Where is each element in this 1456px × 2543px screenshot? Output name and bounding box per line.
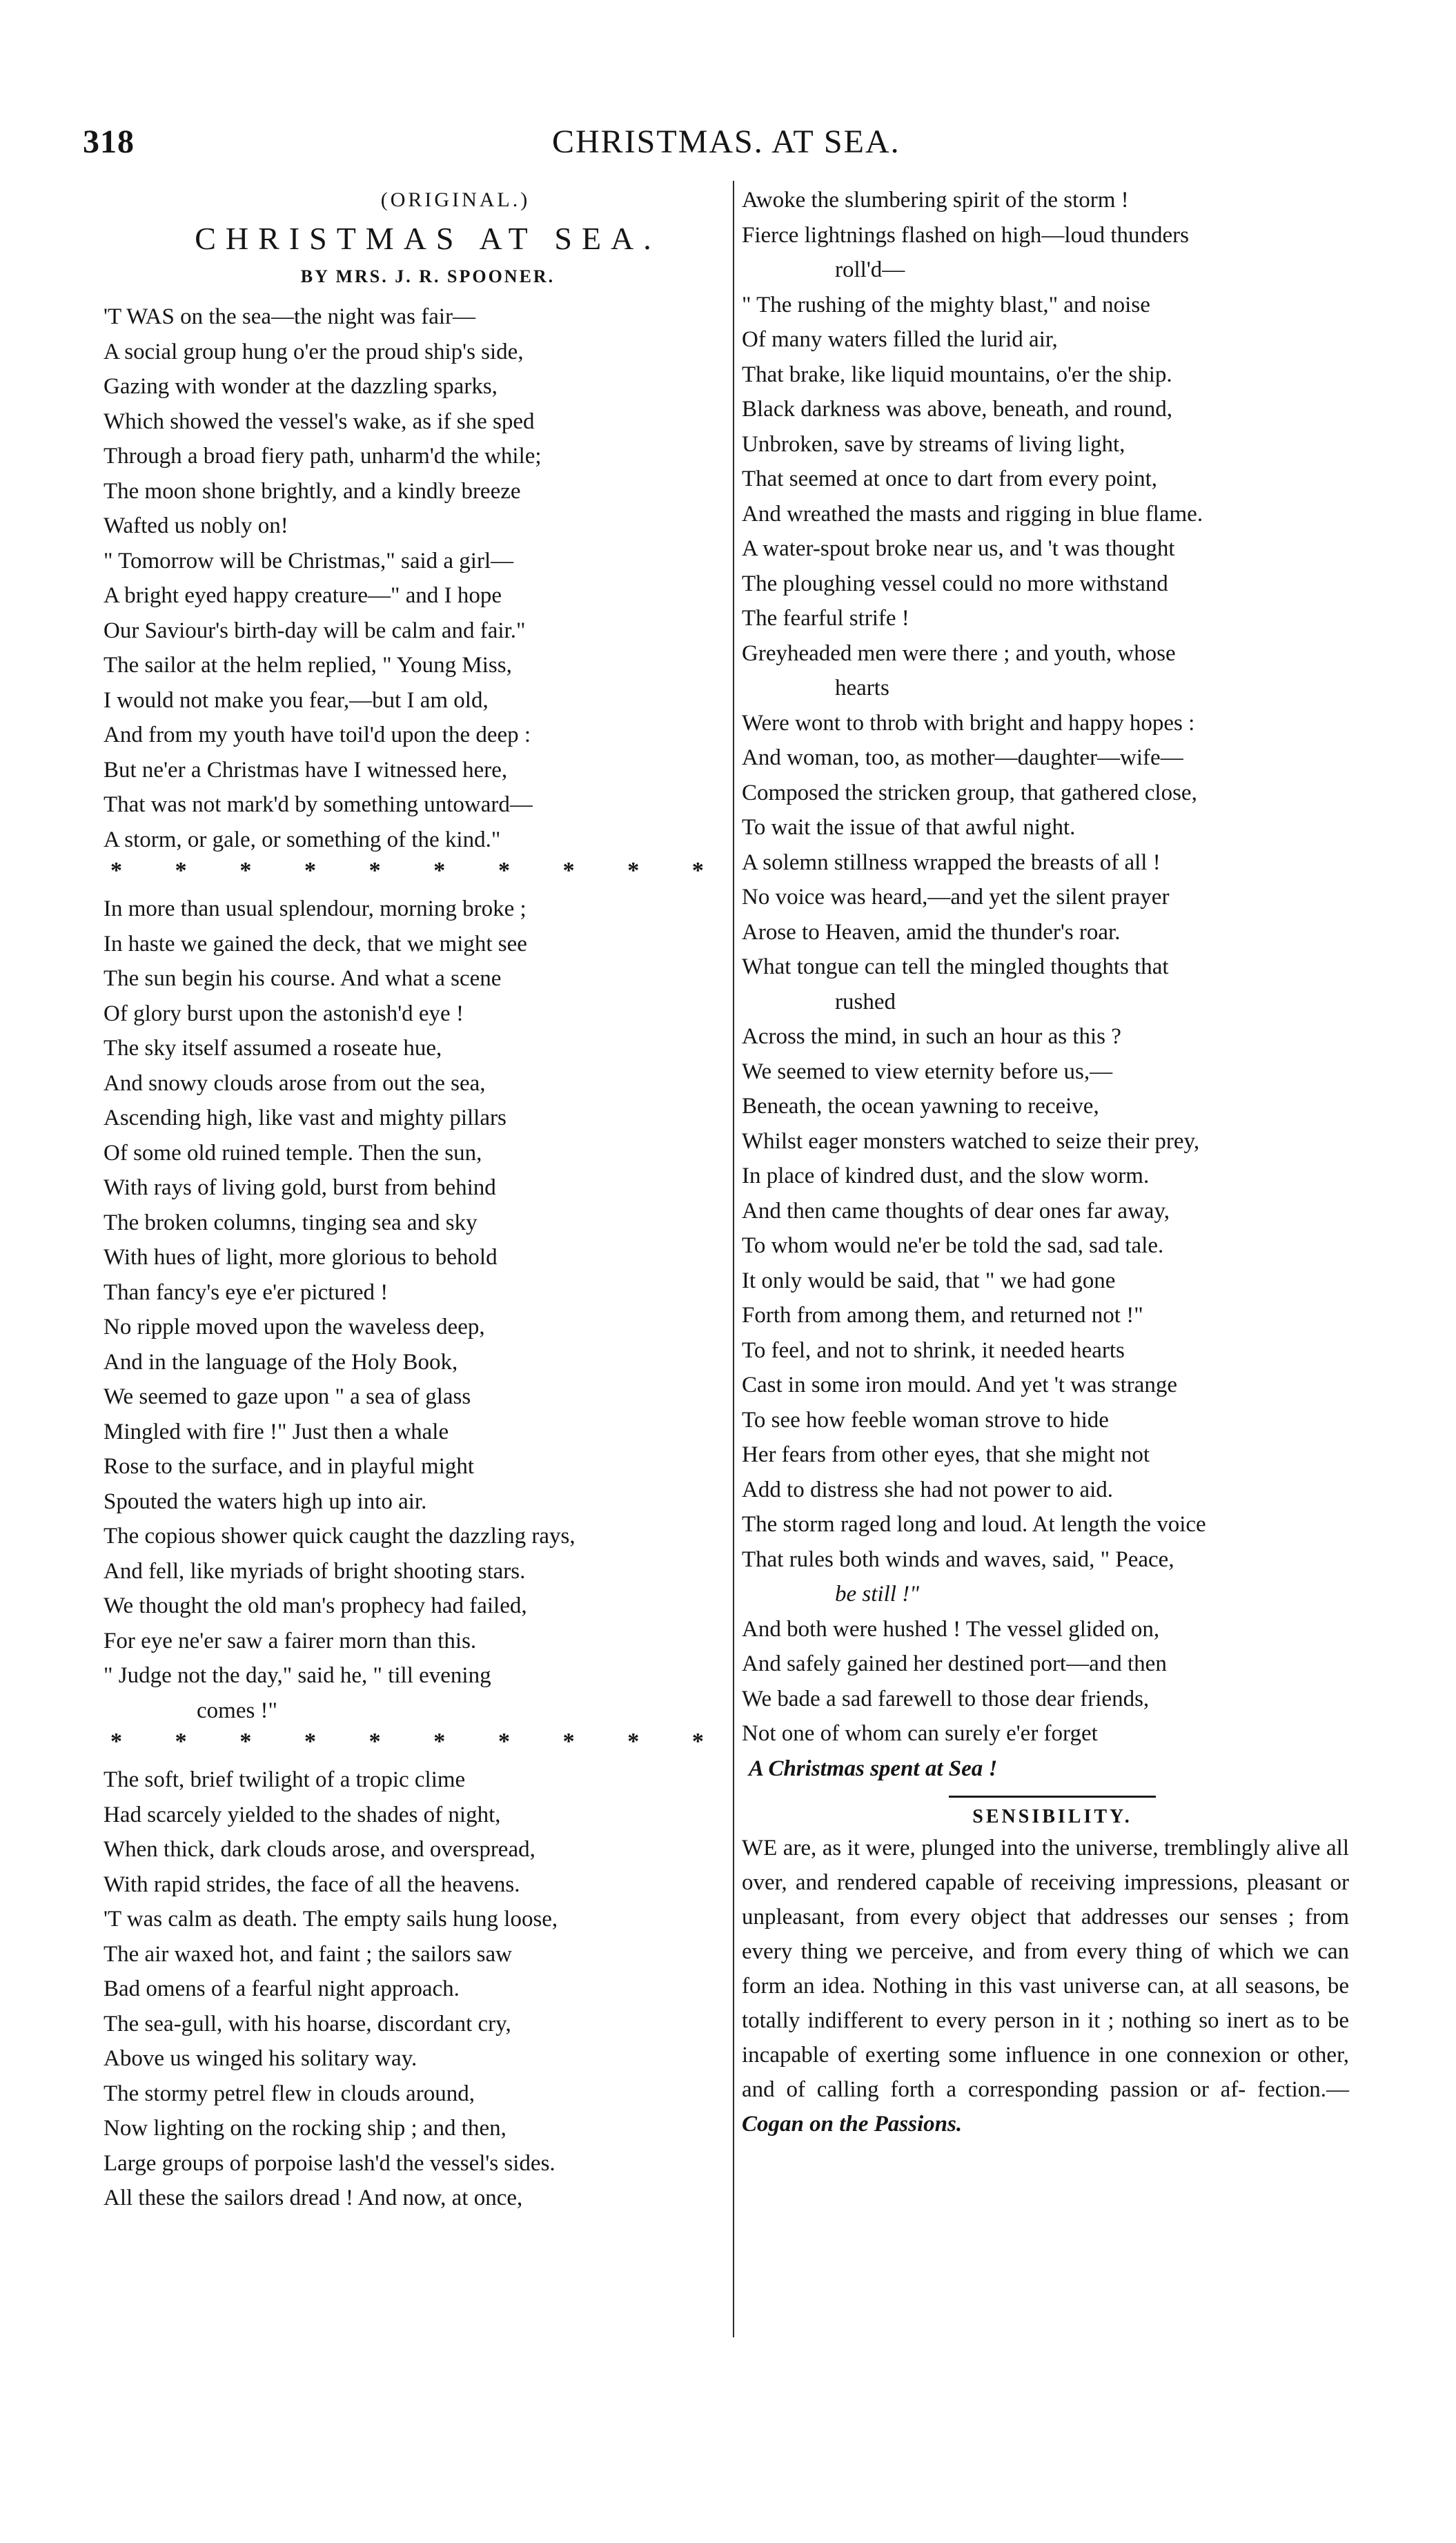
poem-line: A bright eyed happy creature—" and I hope: [104, 583, 502, 608]
poem-line: Than fancy's eye e'er pictured !: [104, 1279, 388, 1305]
poem-line: " Tomorrow will be Christmas," said a girl—: [104, 548, 514, 573]
poem-line: Beneath, the ocean yawning to receive,: [742, 1094, 1099, 1119]
poem-line: Black darkness was above, beneath, and round,: [742, 397, 1173, 422]
poem-line: Add to distress she had not power to aid.: [742, 1477, 1114, 1502]
poem-line: Fierce lightnings flashed on high—loud thunders: [742, 222, 1189, 248]
sensibility-title: SENSIBILITY.: [972, 1806, 1132, 1827]
asterisk: *: [304, 1729, 316, 1754]
poem-line: Awoke the slumbering spirit of the storm !: [742, 188, 1129, 213]
asterisk: *: [433, 1729, 446, 1754]
poem-stanza-1: [104, 300, 725, 857]
poem-line: And in the language of the Holy Book,: [104, 1349, 458, 1375]
poem-line: A storm, or gale, or something of the kind.": [104, 827, 501, 852]
poem-line: And then came thoughts of dear ones far away,: [742, 1198, 1170, 1224]
poem-line: hearts: [835, 676, 889, 700]
poem-line: That brake, like liquid mountains, o'er the ship.: [742, 362, 1172, 387]
poem-line: We seemed to gaze upon " a sea of glass: [104, 1384, 471, 1409]
poem-line: To wait the issue of that awful night.: [742, 815, 1076, 840]
poem-line: 'T WAS on the sea—the night was fair—: [104, 304, 476, 329]
poem-line: We seemed to view eternity before us,—: [742, 1059, 1113, 1084]
sensibility-text: WE are, as it were, plunged into the universe, tremblingly alive all over, and rendered capable of receiving impressions, pleasant or unpleasant, from every object that addresses our senses ; from every thing we perceive, and from every thing of which we can form an idea. Nothing in this vast universe can, at all seasons, be totally indifferent to every person in it ; nothing so inert as to be incapable of exerting some influence in one connexion or other, and of calling forth a corresponding passion or af- fection.—: [742, 1836, 1349, 2102]
asterisk: *: [304, 858, 316, 883]
poem-line: Unbroken, save by streams of living light,: [742, 431, 1125, 457]
poem-line: A solemn stillness wrapped the breasts of all !: [742, 850, 1161, 875]
poem-line: And fell, like myriads of bright shooting stars.: [104, 1558, 526, 1584]
poem-line: Gazing with wonder at the dazzling sparks,: [104, 374, 498, 399]
poem-line: The fearful strife !: [742, 606, 909, 631]
poem-line-continuation: be still !": [835, 1582, 920, 1607]
poem-line: The ploughing vessel could no more withstand: [742, 571, 1168, 596]
asterisk: *: [691, 858, 704, 883]
poem-line: Through a broad fiery path, unharm'd the while;: [104, 444, 542, 469]
asterisk: *: [175, 1729, 187, 1754]
asterisk: *: [691, 1729, 704, 1754]
poem-line: Large groups of porpoise lash'd the vessel's sides.: [104, 2150, 555, 2176]
poem-line: The sun begin his course. And what a scene: [104, 966, 502, 991]
poem-line: Were wont to throb with bright and happy hopes :: [742, 710, 1195, 736]
poem-line: Wafted us nobly on!: [104, 513, 288, 538]
poem-line: Mingled with fire !" Just then a whale: [104, 1419, 449, 1444]
poem-line: That was not mark'd by something untoward—: [104, 792, 533, 817]
poem-line: Which showed the vessel's wake, as if she sped: [104, 409, 535, 434]
poem-line: To whom would ne'er be told the sad, sad tale.: [742, 1233, 1164, 1258]
poem-line: Cast in some iron mould. And yet 't was strange: [742, 1373, 1178, 1397]
poem-line: Now lighting on the rocking ship ; and then,: [104, 2116, 506, 2141]
poem-line: To see how feeble woman strove to hide: [742, 1407, 1109, 1433]
poem-line: In more than usual splendour, morning broke ;: [104, 896, 527, 921]
poem-line: Forth from among them, and returned not !": [742, 1303, 1143, 1328]
poem-line: Greyheaded men were there ; and youth, whose: [742, 640, 1176, 666]
poem-line: With hues of light, more glorious to behold: [104, 1245, 498, 1270]
poem-line: Ascending high, like vast and mighty pillars: [104, 1106, 506, 1130]
poem-byline: BY MRS. J. R. SPOONER.: [300, 266, 555, 286]
poem-line: And both were hushed ! The vessel glided on,: [742, 1616, 1160, 1642]
poem-line: But ne'er a Christmas have I witnessed here,: [104, 757, 508, 783]
poem-line: The moon shone brightly, and a kindly breeze: [104, 478, 521, 504]
poem-line: A social group hung o'er the proud ship's side,: [104, 339, 524, 364]
poem-stanza-4: [742, 183, 1363, 1577]
asterism-separator: [104, 1728, 704, 1763]
poem-line: Arose to Heaven, amid the thunder's roar.: [742, 919, 1121, 945]
page-header: [83, 123, 1380, 171]
asterisk: *: [368, 858, 381, 883]
asterisk: *: [562, 1729, 575, 1754]
poem-line: We bade a sad farewell to those dear friends,: [742, 1686, 1150, 1711]
poem-line: No voice was heard,—and yet the silent prayer: [742, 885, 1170, 910]
poem-line: The copious shower quick caught the dazzling rays,: [104, 1524, 575, 1549]
poem-line: The sailor at the helm replied, " Young Miss,: [104, 653, 512, 678]
poem-line: A water-spout broke near us, and 't was thought: [742, 536, 1175, 561]
asterisk: *: [239, 1729, 252, 1754]
poem-line: Our Saviour's birth-day will be calm and fair.": [104, 618, 526, 643]
poem-line: Of some old ruined temple. Then the sun,: [104, 1140, 482, 1166]
poem-line: With rays of living gold, burst from behind: [104, 1175, 496, 1200]
poem-title: CHRISTMAS AT SEA.: [195, 220, 661, 256]
poem-line-continuation: comes !": [197, 1698, 278, 1723]
poem-line: The sea-gull, with his hoarse, discordant cry,: [104, 2011, 511, 2036]
original-label: (ORIGINAL.): [380, 188, 531, 211]
poem-line: No ripple moved upon the waveless deep,: [104, 1315, 485, 1339]
poem-line: Of glory burst upon the astonish'd eye !: [104, 1001, 464, 1026]
poem-line: For eye ne'er saw a fairer morn than this.: [104, 1628, 477, 1653]
poem-line: And from my youth have toil'd upon the deep :: [104, 723, 531, 747]
poem-line: What tongue can tell the mingled thoughts that: [742, 954, 1169, 979]
poem-line: When thick, dark clouds arose, and overspread,: [104, 1837, 535, 1862]
poem-line: Composed the stricken group, that gathered close,: [742, 780, 1197, 805]
poem-line: That seemed at once to dart from every point,: [742, 467, 1158, 491]
asterism-separator: [104, 857, 704, 892]
poem-line: rushed: [835, 989, 896, 1014]
poem-line: The storm raged long and loud. At length the voice: [742, 1512, 1206, 1537]
poem-line: Not one of whom can surely e'er forget: [742, 1721, 1098, 1746]
running-title: CHRISTMAS. AT SEA.: [552, 124, 901, 160]
poem-line: That rules both winds and waves, said, " Peace,: [742, 1547, 1174, 1572]
poem-line: Across the mind, in such an hour as this ?: [742, 1024, 1121, 1049]
asterisk: *: [498, 858, 510, 883]
poem-line: The stormy petrel flew in clouds around,: [104, 2081, 475, 2106]
poem-line: Whilst eager monsters watched to seize their prey,: [742, 1128, 1200, 1154]
poem-stanza-5: [742, 1612, 1363, 1751]
poem-line: Spouted the waters high up into air.: [104, 1489, 427, 1514]
poem-line: Had scarcely yielded to the shades of night,: [104, 1802, 501, 1827]
left-column: [104, 183, 725, 2216]
poem-line: Her fears from other eyes, that she might not: [742, 1442, 1150, 1467]
sensibility-body: [742, 1831, 1349, 2141]
poem-line: Above us winged his solitary way.: [104, 2046, 417, 2071]
asterisk: *: [175, 858, 187, 883]
asterisk: *: [562, 858, 575, 883]
poem-line: Of many waters filled the lurid air,: [742, 327, 1058, 352]
poem-stanza-2: [104, 892, 725, 1693]
section-rule: [949, 1796, 1156, 1798]
asterisk: *: [433, 858, 446, 883]
poem-line: The sky itself assumed a roseate hue,: [104, 1036, 442, 1061]
poem-line: roll'd—: [835, 257, 905, 282]
poem-closing-line: A Christmas spent at Sea !: [749, 1756, 998, 1781]
poem-line: Bad omens of a fearful night approach.: [104, 1976, 460, 2001]
poem-line: And snowy clouds arose from out the sea,: [104, 1070, 486, 1096]
poem-line: I would not make you fear,—but I am old,: [104, 687, 489, 713]
poem-line: The soft, brief twilight of a tropic clime: [104, 1767, 466, 1792]
poem-line: All these the sailors dread ! And now, at once,: [104, 2186, 523, 2210]
poem-line: 'T was calm as death. The empty sails hung loose,: [104, 1907, 558, 1932]
asterisk: *: [110, 1729, 122, 1754]
poem-line: The broken columns, tinging sea and sky: [104, 1210, 478, 1235]
asterisk: *: [368, 1729, 381, 1754]
asterisk: *: [627, 858, 640, 883]
poem-line: Rose to the surface, and in playful might: [104, 1454, 475, 1479]
poem-stanza-3: [104, 1763, 725, 2216]
poem-line: And wreathed the masts and rigging in blue flame.: [742, 501, 1203, 527]
column-divider: [733, 181, 734, 2337]
poem-line: With rapid strides, the face of all the heavens.: [104, 1872, 520, 1897]
poem-line: And woman, too, as mother—daughter—wife—: [742, 745, 1183, 770]
poem-line: The air waxed hot, and faint ; the sailors saw: [104, 1941, 512, 1967]
asterisk: *: [110, 858, 122, 883]
asterisk: *: [239, 858, 252, 883]
poem-line: To feel, and not to shrink, it needed hearts: [742, 1337, 1125, 1363]
right-column: [742, 183, 1363, 2141]
poem-line: In haste we gained the deck, that we might see: [104, 931, 527, 956]
poem-line: We thought the old man's prophecy had failed,: [104, 1593, 527, 1618]
poem-line: " The rushing of the mighty blast," and noise: [742, 292, 1150, 317]
poem-line: It only would be said, that " we had gone: [742, 1268, 1116, 1293]
page-number: 318: [83, 124, 135, 160]
poem-line: And safely gained her destined port—and then: [742, 1651, 1167, 1676]
asterisk: *: [498, 1729, 510, 1754]
sensibility-attribution: Cogan on the Passions.: [742, 2112, 963, 2137]
asterisk: *: [627, 1729, 640, 1754]
poem-line: " Judge not the day," said he, " till evening: [104, 1663, 491, 1688]
poem-line: In place of kindred dust, and the slow worm.: [742, 1164, 1150, 1188]
